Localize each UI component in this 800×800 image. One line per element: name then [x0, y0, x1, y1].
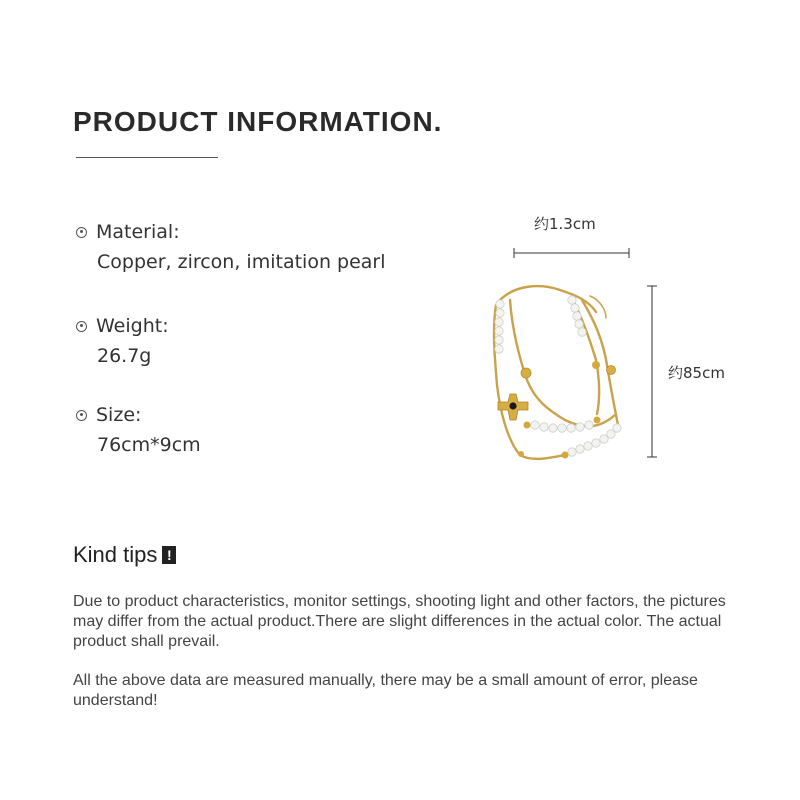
flower-charm — [521, 366, 616, 379]
gold-chain — [494, 286, 618, 459]
disclaimer-paragraph: Due to product characteristics, monitor settings, shooting light and other factors, the pictures may differ from the actual product.There are slight differences in the actual color. The actual product shall prevail. — [73, 593, 726, 650]
spec-label: Size: — [96, 404, 142, 426]
measurement-note-paragraph: All the above data are measured manually, there may be a small amount of error, please understand! — [73, 672, 698, 709]
spec-value: Copper, zircon, imitation pearl — [97, 251, 386, 273]
warning-icon: ! — [162, 546, 176, 564]
spec-value: 76cm*9cm — [97, 434, 201, 456]
spec-label: Weight: — [96, 315, 169, 337]
width-dimension-label: 约1.3cm — [534, 215, 596, 233]
spec-value: 26.7g — [97, 345, 152, 367]
length-dimension-line — [647, 286, 657, 457]
pearl-strand — [495, 296, 621, 456]
kind-tips-label: Kind tips — [73, 542, 158, 567]
width-dimension-line — [514, 248, 629, 258]
length-dimension-label: 约85cm — [668, 364, 725, 382]
page-title: PRODUCT INFORMATION. — [73, 106, 443, 137]
kind-tips-title — [73, 542, 176, 568]
spec-label: Material: — [96, 221, 180, 243]
